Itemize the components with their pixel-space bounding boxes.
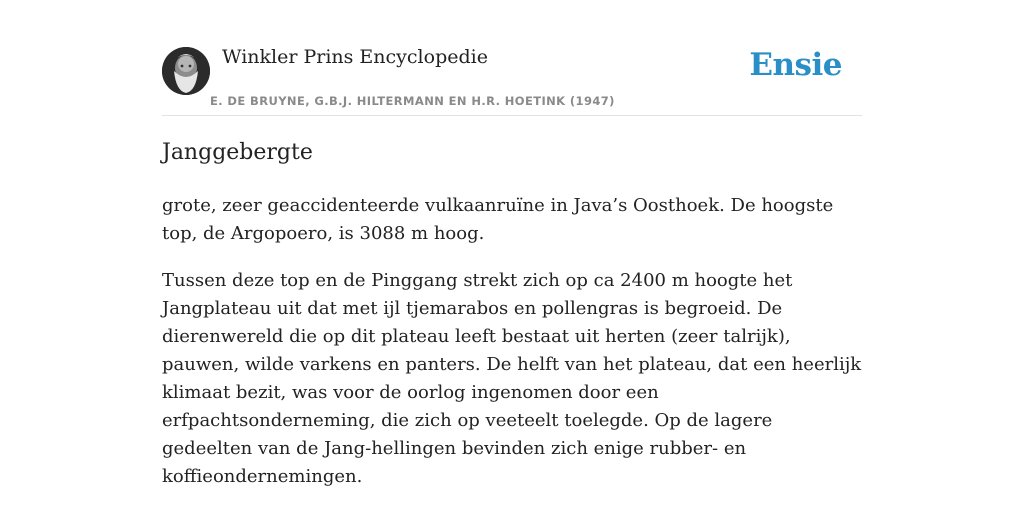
brand-logo[interactable]: Ensie xyxy=(749,47,842,83)
article-title: Janggebergte xyxy=(162,140,313,165)
article-paragraph: Tussen deze top en de Pinggang strekt zich op ca 2400 m hoogte het Jangplateau uit dat met ijl tjemarabos en pollengras is begroeid. De dierenwereld die op dit plateau leeft bestaat uit herten (zeer talrijk), pauwen, wilde varkens en panters. De helft van het plateau, dat een heerlijk klimaat bezit, was voor de oorlog ingenomen door een erfpachtsonderneming, die zich op veeteelt toelegde. Op de lagere gedeelten van de Jang-hellingen bevinden zich enige rubber- en koffieondernemingen. xyxy=(162,270,862,487)
author-byline: E. DE BRUYNE, G.B.J. HILTERMANN EN H.R. HOETINK (1947) xyxy=(210,94,615,108)
article-paragraph: grote, zeer geaccidenteerde vulkaanruïne in Java’s Oosthoek. De hoogste top, de Argopoero, is 3088 m hoog. xyxy=(162,195,834,244)
author-avatar-icon xyxy=(162,47,210,95)
header xyxy=(162,0,862,116)
article-body xyxy=(162,192,866,510)
site-title[interactable]: Winkler Prins Encyclopedie xyxy=(222,46,488,68)
page xyxy=(162,0,862,487)
